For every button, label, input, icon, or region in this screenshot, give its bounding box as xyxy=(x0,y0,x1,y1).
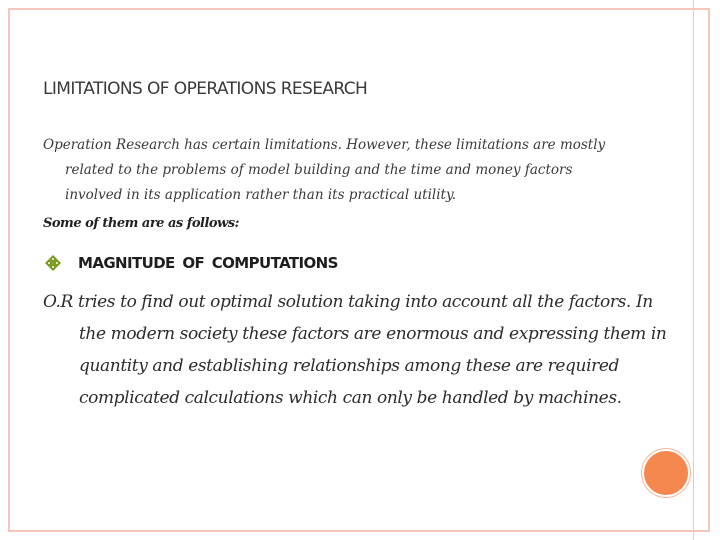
bullet-label: MAGNITUDE OF COMPUTATIONS xyxy=(78,254,338,272)
diamond-bullet-icon xyxy=(44,254,62,272)
decorative-orange-circle xyxy=(642,449,690,497)
intro-paragraph: Operation Research has certain limitations. However, these limitations are mostly related to the problems of model building and the time and money factors involved in its application rather than its practical utility. xyxy=(43,137,606,203)
list-heading: Some of them are as follows: xyxy=(43,216,239,231)
slide-title: LIMITATIONS OF OPERATIONS RESEARCH xyxy=(43,79,368,99)
body-paragraph: O.R tries to find out optimal solution taking into account all the factors. In the modern society these factors are enormous and expressing them in quantity and establishing relationships among these are required complicated calculations which can only be handled by machines. xyxy=(43,292,667,408)
bullet-item xyxy=(44,251,338,275)
right-divider-line xyxy=(693,0,694,540)
